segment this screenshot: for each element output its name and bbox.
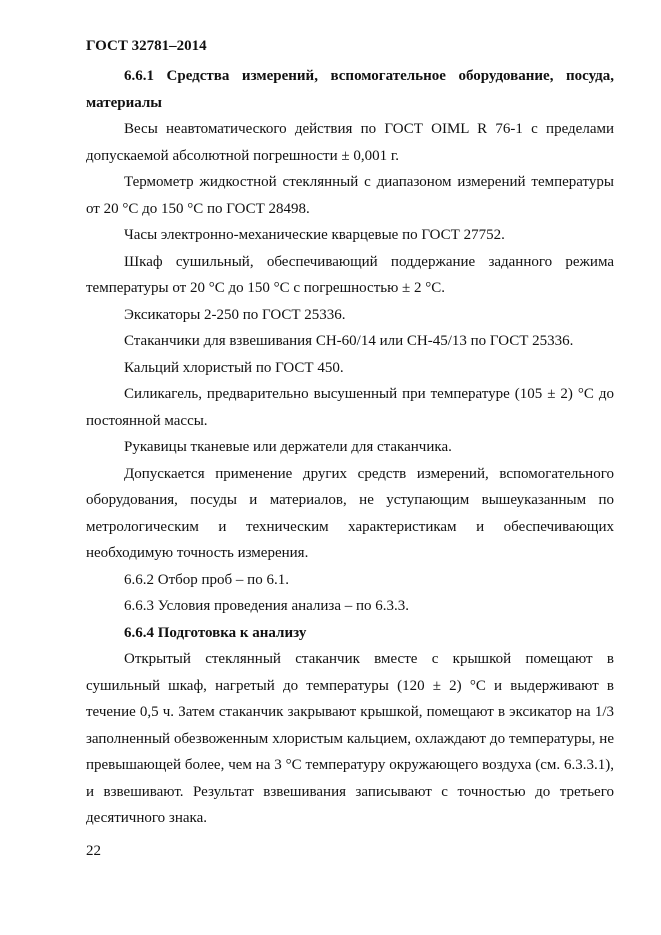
paragraph-calcium-chloride: Кальций хлористый по ГОСТ 450. bbox=[124, 359, 344, 376]
paragraph-silica-gel: Силикагель, предварительно высушенный при температуре (105 ± 2) °С до постоянной массы. bbox=[86, 386, 614, 429]
paragraph-conditions: 6.6.3 Условия проведения анализа – по 6.3.3. bbox=[124, 598, 410, 614]
section-heading-6-6-4: 6.6.4 Подготовка к анализу bbox=[124, 624, 307, 641]
paragraph-gloves: Рукавицы тканевые или держатели для стаканчика. bbox=[124, 439, 452, 455]
document-header: ГОСТ 32781–2014 bbox=[86, 38, 207, 54]
paragraph-preparation: Открытый стеклянный стаканчик вместе с крышкой помещают в сушильный шкаф, нагретый до температуры (120 ± 2) °С и выдерживают в течение 0,5 ч. Затем стаканчик закрывают крышкой, помещают в эксикатор на 1/3 заполненный обезвоженным хлористым кальцием, охлаждают до температуры, не превышающей более, чем на 3 °С температуру окружающего воздуха (см. 6.3.3.1), и взвешивают. Результат взвешивания записывают с точностью до третьего десятичного знака. bbox=[86, 651, 614, 826]
paragraph-alternatives: Допускается применение других средств измерений, вспомогательного оборудования, посуды и материалов, не уступающим вышеуказанным по метрологическим и техническим характеристикам и обеспечивающих необходимую точность измерения. bbox=[86, 465, 614, 561]
page-number: 22 bbox=[86, 843, 101, 859]
paragraph-desiccators: Эксикаторы 2-250 по ГОСТ 25336. bbox=[124, 306, 346, 323]
section-heading-6-6-1: 6.6.1 Средства измерений, вспомогательное оборудование, посуда, материалы bbox=[86, 68, 614, 111]
paragraph-sampling: 6.6.2 Отбор проб – по 6.1. bbox=[124, 571, 289, 588]
paragraph-weighing-cups: Стаканчики для взвешивания СН-60/14 или СН-45/13 по ГОСТ 25336. bbox=[124, 333, 574, 349]
document-body bbox=[86, 63, 614, 832]
paragraph-drying-cabinet: Шкаф сушильный, обеспечивающий поддержание заданного режима температуры от 20 °С до 150 °С с погрешностью ± 2 °С. bbox=[86, 253, 614, 296]
paragraph-scales: Весы неавтоматического действия по ГОСТ OIML R 76-1 с пределами допускаемой абсолютной погрешности ± 0,001 г. bbox=[86, 121, 614, 164]
paragraph-clock: Часы электронно-механические кварцевые по ГОСТ 27752. bbox=[124, 227, 505, 243]
paragraph-thermometer: Термометр жидкостной стеклянный с диапазоном измерений температуры от 20 °С до 150 °С по ГОСТ 28498. bbox=[86, 174, 614, 217]
